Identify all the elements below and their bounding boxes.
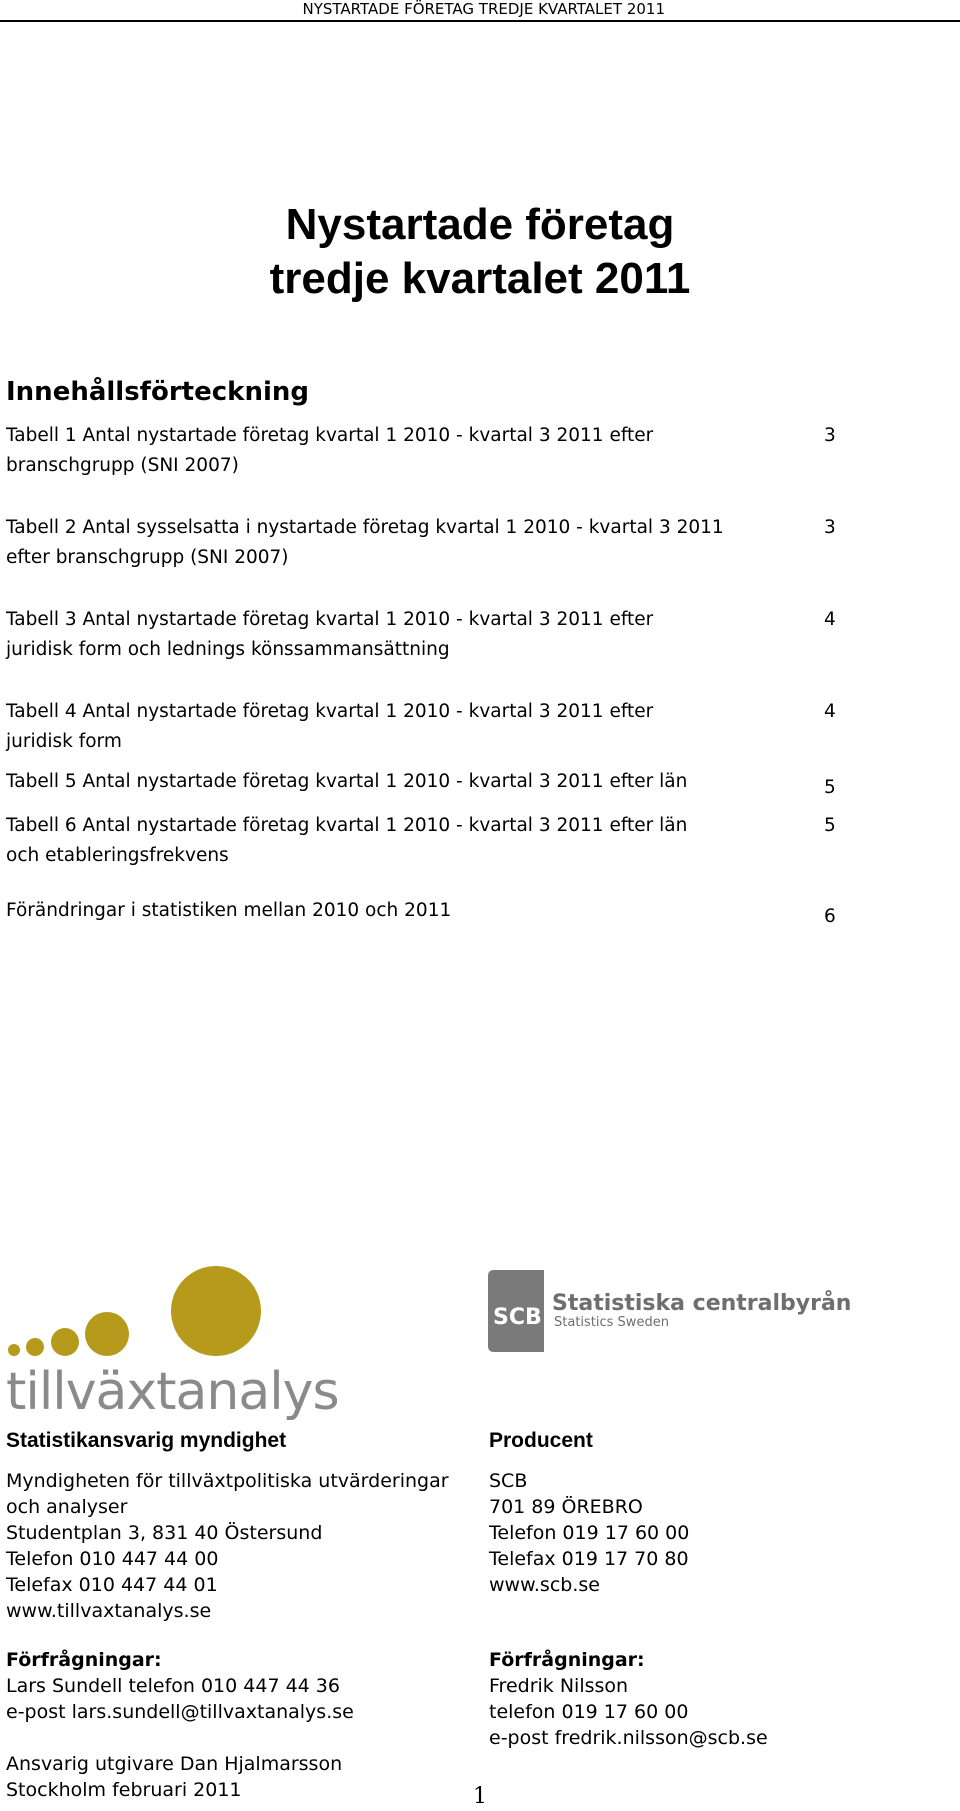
authority-contact-line: Lars Sundell telefon 010 447 44 36 [6,1675,340,1697]
title-line-1: Nystartade företag [285,200,675,249]
producer-email-link[interactable]: e-post fredrik.nilsson@scb.se [489,1727,768,1749]
toc-entry-text: Tabell 6 Antal nystartade företag kvartal 1 2010 - kvartal 3 2011 efter län [6,815,688,836]
toc-entry-text: juridisk form och lednings könssammansättning [6,639,450,660]
toc-entry-text: efter branschgrupp (SNI 2007) [6,547,289,568]
producer-line: Telefax 019 17 70 80 [489,1548,689,1570]
scb-logo-mark [486,1268,852,1358]
tillvaxtanalys-logo-text: tillväxtanalys [6,1362,339,1422]
authority-heading: Statistikansvarig myndighet [6,1429,287,1452]
title-line-2: tredje kvartalet 2011 [269,254,691,303]
toc-entry-2[interactable] [6,513,724,573]
authority-website-link[interactable]: www.tillvaxtanalys.se [6,1600,212,1622]
producer-line: SCB [489,1470,528,1492]
toc-page-6: 5 [824,815,836,836]
producer-contact-name: Fredrik Nilsson [489,1675,629,1697]
toc-entry-text: Tabell 3 Antal nystartade företag kvartal 1 2010 - kvartal 3 2011 efter [6,609,654,630]
toc-entry-text: Tabell 1 Antal nystartade företag kvartal 1 2010 - kvartal 3 2011 efter [6,425,654,446]
scb-logo-letters: SCB [493,1305,542,1330]
toc-entry-6[interactable] [6,811,706,871]
tillvaxtanalys-logo [4,1266,339,1422]
running-title: NYSTARTADE FÖRETAG TREDJE KVARTALET 2011 [302,0,665,18]
publisher-date: Stockholm februari 2011 [6,1779,242,1801]
toc-entry-5[interactable] [6,767,706,797]
producer-line: Telefon 019 17 60 00 [489,1522,690,1544]
tillvaxtanalys-logo-mark [4,1266,339,1422]
authority-email-link[interactable]: e-post lars.sundell@tillvaxtanalys.se [6,1701,354,1723]
page-number: 1 [473,1784,487,1809]
page-title [0,198,960,306]
toc-page-3: 4 [824,609,836,630]
toc-entry-3[interactable] [6,605,706,665]
toc-page-2: 3 [824,517,836,538]
toc-page-4: 4 [824,701,836,722]
toc-page-5: 5 [824,777,836,798]
producer-line: 701 89 ÖREBRO [489,1496,643,1518]
producer-contact-phone: telefon 019 17 60 00 [489,1701,689,1723]
toc-page-7: 6 [824,906,836,927]
publisher-line: Ansvarig utgivare Dan Hjalmarsson [6,1753,343,1775]
producer-column [489,1428,949,1751]
toc-entry-4[interactable] [6,697,706,757]
authority-line: Myndigheten för tillväxtpolitiska utvärderingar [6,1470,449,1492]
toc-entry-text: Förändringar i statistiken mellan 2010 och 2011 [6,900,452,921]
scb-logo-name: Statistiska centralbyrån [552,1291,852,1316]
toc-entry-text: Tabell 4 Antal nystartade företag kvartal 1 2010 - kvartal 3 2011 efter [6,701,654,722]
scb-logo [486,1268,852,1362]
toc-page-1: 3 [824,425,836,446]
authority-column [6,1428,466,1803]
toc-heading: Innehållsförteckning [6,377,309,407]
authority-line: och analyser [6,1496,128,1518]
toc-entry-text: Tabell 5 Antal nystartade företag kvartal 1 2010 - kvartal 3 2011 efter län [6,771,688,792]
authority-inquiries-heading: Förfrågningar: [6,1649,162,1671]
authority-line: Studentplan 3, 831 40 Östersund [6,1522,323,1544]
authority-line: Telefon 010 447 44 00 [6,1548,219,1570]
scb-logo-sub: Statistics Sweden [554,1315,669,1330]
toc-entry-text: och etableringsfrekvens [6,845,229,866]
producer-heading: Producent [489,1429,593,1452]
producer-inquiries-heading: Förfrågningar: [489,1649,645,1671]
toc-entry-text: branschgrupp (SNI 2007) [6,455,239,476]
toc-entry-1[interactable] [6,421,706,481]
authority-line: Telefax 010 447 44 01 [6,1574,218,1596]
toc-entry-7[interactable] [6,896,706,926]
toc-entry-text: juridisk form [6,731,122,752]
toc-entry-text: Tabell 2 Antal sysselsatta i nystartade företag kvartal 1 2010 - kvartal 3 2011 [6,517,724,538]
running-header [0,0,960,22]
producer-website-link[interactable]: www.scb.se [489,1574,600,1596]
